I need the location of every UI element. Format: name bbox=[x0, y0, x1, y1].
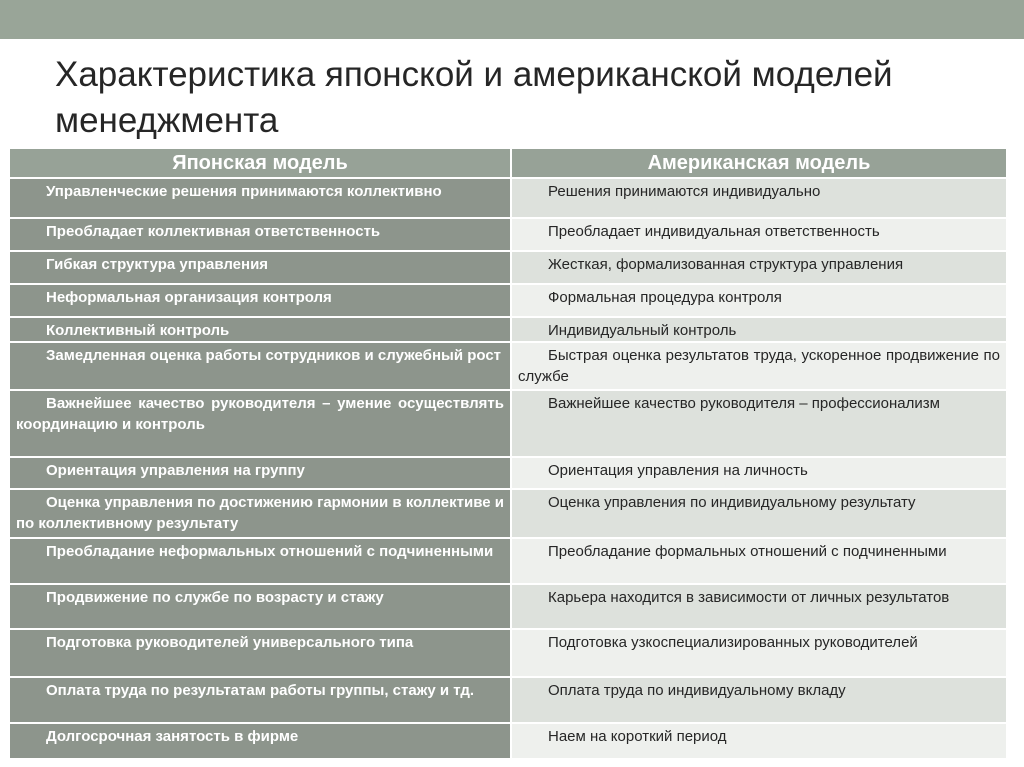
japanese-cell bbox=[10, 391, 512, 458]
table-row bbox=[10, 724, 1006, 760]
american-cell bbox=[512, 179, 1006, 219]
table-row bbox=[10, 391, 1006, 458]
japanese-cell-text: Ориентация управления на группу bbox=[46, 462, 305, 479]
american-cell-text: Ориентация управления на личность bbox=[548, 462, 808, 479]
japanese-cell bbox=[10, 458, 512, 490]
top-bar bbox=[0, 0, 1024, 39]
american-cell bbox=[512, 724, 1006, 760]
header-american-model: Американская модель bbox=[512, 149, 1006, 179]
japanese-cell bbox=[10, 219, 512, 252]
slide-title: Характеристика японской и американской моделей менеджмента bbox=[55, 55, 893, 140]
american-cell-text: Индивидуальный контроль bbox=[548, 322, 737, 339]
american-cell bbox=[512, 318, 1006, 343]
japanese-cell bbox=[10, 490, 512, 539]
american-cell-text: Оценка управления по индивидуальному результату bbox=[548, 494, 916, 511]
japanese-cell bbox=[10, 252, 512, 285]
japanese-cell-text: Преобладание неформальных отношений с подчиненными bbox=[46, 543, 494, 560]
american-cell-text: Преобладает индивидуальная ответственность bbox=[548, 223, 880, 240]
american-cell bbox=[512, 458, 1006, 490]
american-cell-text: Подготовка узкоспециализированных руководителей bbox=[548, 634, 918, 651]
japanese-cell-text: Неформальная организация контроля bbox=[46, 289, 332, 306]
table-row bbox=[10, 179, 1006, 219]
table-row bbox=[10, 539, 1006, 585]
american-cell-text: Жесткая, формализованная структура управления bbox=[548, 256, 904, 273]
japanese-cell bbox=[10, 630, 512, 678]
japanese-cell bbox=[10, 285, 512, 318]
comparison-table bbox=[10, 149, 1006, 760]
table-row bbox=[10, 585, 1006, 630]
american-cell-text: Преобладание формальных отношений с подчиненными bbox=[548, 543, 947, 560]
japanese-cell bbox=[10, 539, 512, 585]
japanese-cell-text: Подготовка руководителей универсального типа bbox=[46, 634, 414, 651]
american-cell-text: Важнейшее качество руководителя – профессионализм bbox=[548, 395, 940, 412]
japanese-cell-text: Важнейшее качество руководителя – умение осуществлять координацию и контроль bbox=[16, 395, 504, 433]
japanese-cell bbox=[10, 585, 512, 630]
japanese-cell-text: Продвижение по службе по возрасту и стажу bbox=[46, 589, 384, 606]
american-cell bbox=[512, 490, 1006, 539]
table-row bbox=[10, 252, 1006, 285]
american-cell-text: Формальная процедура контроля bbox=[548, 289, 782, 306]
japanese-cell-text: Долгосрочная занятость в фирме bbox=[46, 728, 299, 745]
american-cell bbox=[512, 285, 1006, 318]
american-cell-text: Решения принимаются индивидуально bbox=[548, 183, 821, 200]
american-cell bbox=[512, 391, 1006, 458]
american-cell bbox=[512, 539, 1006, 585]
japanese-cell bbox=[10, 724, 512, 760]
japanese-cell-text: Коллективный контроль bbox=[46, 322, 230, 339]
american-cell bbox=[512, 585, 1006, 630]
japanese-cell-text: Преобладает коллективная ответственность bbox=[46, 223, 381, 240]
american-cell bbox=[512, 630, 1006, 678]
american-cell-text: Наем на короткий период bbox=[548, 728, 727, 745]
japanese-cell-text: Гибкая структура управления bbox=[46, 256, 269, 273]
japanese-cell bbox=[10, 179, 512, 219]
american-cell bbox=[512, 343, 1006, 391]
table-row bbox=[10, 490, 1006, 539]
japanese-cell bbox=[10, 678, 512, 724]
header-japanese-model: Японская модель bbox=[10, 149, 512, 179]
american-cell-text: Карьера находится в зависимости от личных результатов bbox=[548, 589, 950, 606]
japanese-cell bbox=[10, 343, 512, 391]
japanese-cell-text: Оплата труда по результатам работы группы, стажу и тд. bbox=[46, 682, 475, 699]
japanese-cell bbox=[10, 318, 512, 343]
table-row bbox=[10, 318, 1006, 343]
japanese-cell-text: Управленческие решения принимаются коллективно bbox=[46, 183, 442, 200]
japanese-cell-text: Замедленная оценка работы сотрудников и служебный рост bbox=[46, 347, 502, 364]
american-cell bbox=[512, 252, 1006, 285]
table-row bbox=[10, 219, 1006, 252]
american-cell-text: Оплата труда по индивидуальному вкладу bbox=[548, 682, 846, 699]
table-row bbox=[10, 285, 1006, 318]
american-cell bbox=[512, 219, 1006, 252]
comparison-table-wrapper bbox=[10, 149, 1006, 760]
american-cell bbox=[512, 678, 1006, 724]
japanese-cell-text: Оценка управления по достижению гармонии в коллективе и по коллективному результату bbox=[16, 494, 504, 532]
table-row bbox=[10, 678, 1006, 724]
table-row bbox=[10, 630, 1006, 678]
table-row bbox=[10, 343, 1006, 391]
american-cell-text: Быстрая оценка результатов труда, ускоренное продвижение по службе bbox=[518, 347, 1000, 385]
table-header-row bbox=[10, 149, 1006, 179]
table-row bbox=[10, 458, 1006, 490]
